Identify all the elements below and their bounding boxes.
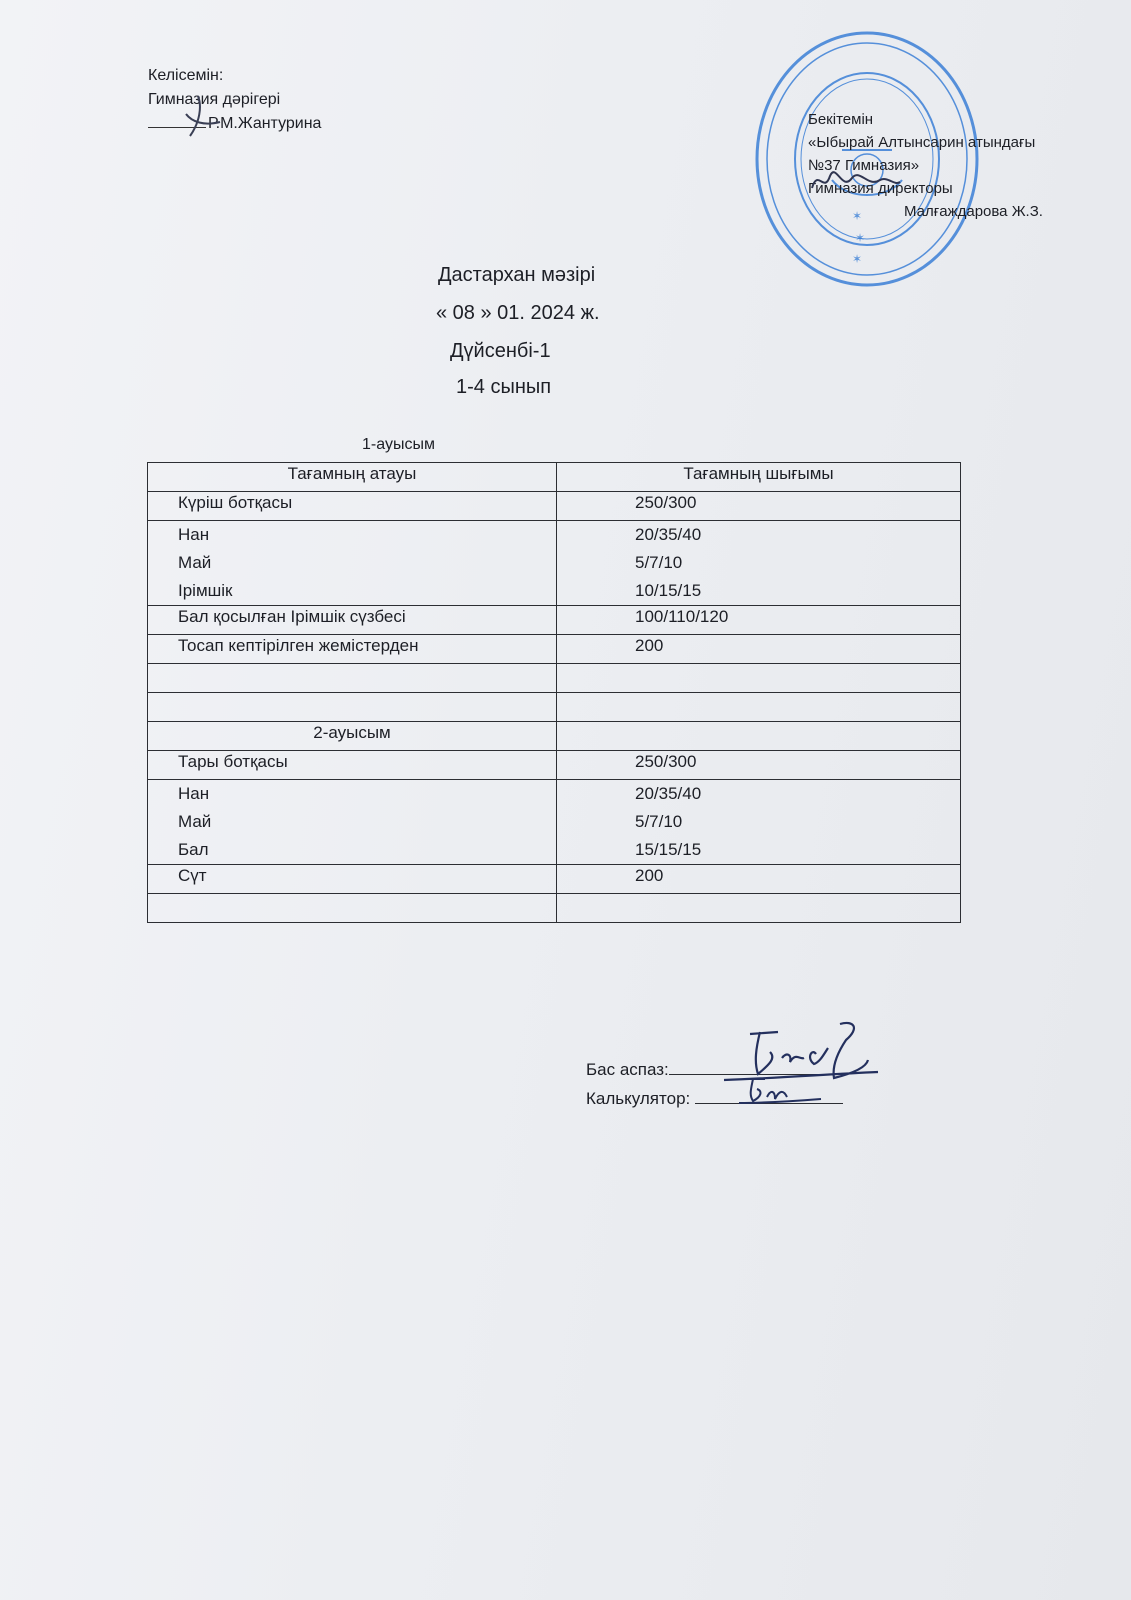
calculator-label: Калькулятор: <box>586 1089 691 1108</box>
shift1-label: 1-ауысым <box>362 436 435 453</box>
doctor-signature-icon <box>168 92 228 142</box>
dish-name: Тосап кептірілген жемістерден <box>148 635 557 664</box>
menu-table <box>147 462 961 923</box>
approval-right-line2: «Ыбырай Алтынсарин атындағы <box>808 134 1036 151</box>
empty-cell <box>557 693 961 722</box>
table-row <box>148 780 961 865</box>
table-row <box>148 521 961 606</box>
menu-date: « 08 » 01. 2024 ж. <box>436 302 600 324</box>
empty-cell <box>557 664 961 693</box>
empty-cell <box>557 722 961 751</box>
dish-portion: 200 <box>557 865 961 894</box>
empty-cell <box>148 693 557 722</box>
empty-cell <box>557 894 961 923</box>
svg-text:✶: ✶ <box>855 231 866 245</box>
menu-title: Дастархан мәзірі <box>438 264 596 286</box>
menu-grade: 1-4 сынып <box>456 376 552 398</box>
menu-day: Дүйсенбі-1 <box>450 340 551 362</box>
director-name: Малғаждарова Ж.З. <box>904 203 1043 220</box>
table-row-empty <box>148 693 961 722</box>
table-row <box>148 865 961 894</box>
table-row <box>148 635 961 664</box>
shift2-label: 2-ауысым <box>148 722 557 751</box>
director-signature-icon <box>808 158 903 203</box>
table-row-empty <box>148 894 961 923</box>
table-row <box>148 606 961 635</box>
table-row <box>148 751 961 780</box>
dish-portion: 10/15/15 <box>635 581 702 600</box>
svg-text:✶: ✶ <box>852 252 863 266</box>
approval-right-line1: Бекітемін <box>808 111 874 128</box>
dish-portion: 5/7/10 <box>635 812 683 831</box>
dish-portion: 100/110/120 <box>557 606 961 635</box>
dish-portion: 5/7/10 <box>635 553 683 572</box>
dish-name: Нан <box>178 784 210 803</box>
svg-text:✶: ✶ <box>852 209 863 223</box>
dish-name: Май <box>178 553 212 572</box>
dish-name-group <box>148 780 557 865</box>
dish-portion: 20/35/40 <box>635 525 702 544</box>
shift2-row <box>148 722 961 751</box>
table-row-empty <box>148 664 961 693</box>
column-header-portion: Тағамның шығымы <box>557 463 961 492</box>
dish-portion: 20/35/40 <box>635 784 702 803</box>
approval-right-line3: №37 Гимназия» <box>808 157 920 174</box>
empty-cell <box>148 664 557 693</box>
dish-name: Май <box>178 812 212 831</box>
column-header-dish-name: Тағамның атауы <box>148 463 557 492</box>
dish-name: Нан <box>178 525 210 544</box>
table-header-row <box>148 463 961 492</box>
approval-left-line2: Гимназия дәрігері <box>148 91 281 108</box>
dish-name-group <box>148 521 557 606</box>
dish-name: Күріш ботқасы <box>148 492 557 521</box>
dish-name: Бал қосылған Ірімшік сүзбесі <box>148 606 557 635</box>
dish-portion: 200 <box>557 635 961 664</box>
dish-portion: 250/300 <box>557 751 961 780</box>
dish-portion: 15/15/15 <box>635 840 702 859</box>
dish-portion: 250/300 <box>557 492 961 521</box>
dish-name: Тары ботқасы <box>148 751 557 780</box>
dish-portion-group <box>557 521 961 606</box>
dish-portion-group <box>557 780 961 865</box>
calculator-signature-icon <box>735 1075 825 1109</box>
approval-right-line4: Гимназия директоры <box>808 180 953 197</box>
dish-name: Бал <box>178 840 209 859</box>
chef-label: Бас аспаз: <box>586 1060 669 1079</box>
empty-cell <box>148 894 557 923</box>
table-row <box>148 492 961 521</box>
doctor-name: Р.М.Жантурина <box>208 115 322 132</box>
approval-left-line1: Келісемін: <box>148 67 224 84</box>
dish-name: Ірімшік <box>178 581 233 600</box>
dish-name: Сүт <box>148 865 557 894</box>
